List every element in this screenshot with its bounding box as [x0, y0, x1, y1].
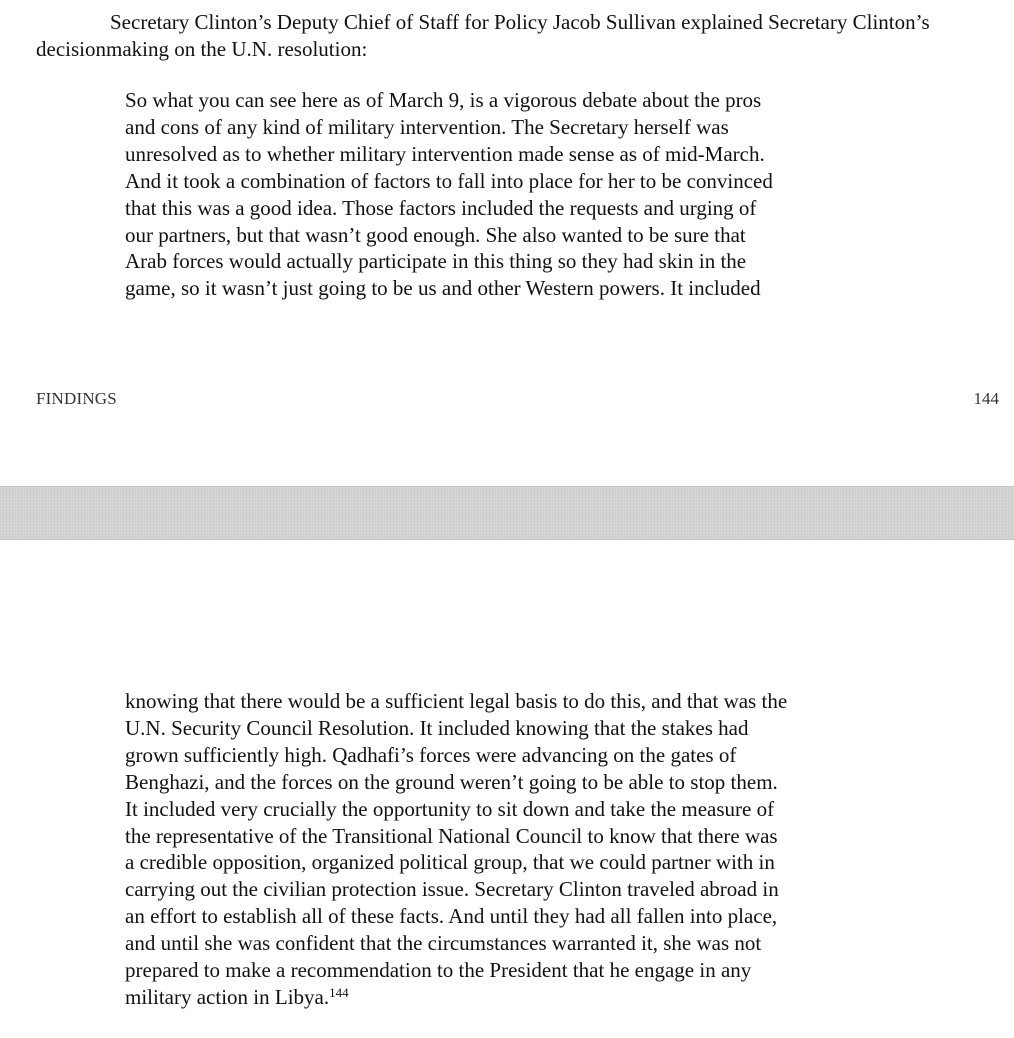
block-quote-text: knowing that there would be a sufficient legal basis to do this, and that was the U.N. Security Council Resolution. It included knowing that the stakes had grown sufficiently high. Qadhafi’s forces were advancing on the gates of Benghazi, and the forces on the ground weren’t going to be able to stop them. It included very crucially the opportunity to sit down and take the measure of the representative of the Transitional National Council to know that there was a credible opposition, organized political group, that we could partner with in carrying out the civilian protection issue. Secretary Clinton traveled abroad in an effort to establish all of these facts. And until they had all fallen into place, and until she was confident that the circumstances warranted it, she was not prepared to make a recommendation to the President that he engage in any military action in Libya. — [125, 689, 788, 1009]
block-quote-part-2 — [125, 688, 915, 1011]
document-page-bottom — [0, 540, 1014, 1038]
intro-paragraph: Secretary Clinton’s Deputy Chief of Staff for Policy Jacob Sullivan explained Secretary Clinton’s decisionmaking on the U.N. resolution: — [36, 10, 930, 61]
page-number: 144 — [973, 389, 999, 408]
footnote-reference[interactable]: 144 — [329, 984, 349, 1000]
document-page-top — [0, 0, 1014, 486]
footer-section-label: FINDINGS — [36, 389, 117, 408]
block-quote-part-1: So what you can see here as of March 9, is a vigorous debate about the pros and cons of any kind of military intervention. The Secretary herself was unresolved as to whether military intervention made sense as of mid-March. And it took a combination of factors to fall into place for her to be convinced that this was a good idea. Those factors included the requests and urging of our partners, but that wasn’t good enough. She also wanted to be sure that Arab forces would actually participate in this thing so they had skin in the game, so it wasn’t just going to be us and other Western powers. It included — [125, 88, 773, 301]
page-separator — [0, 486, 1014, 540]
